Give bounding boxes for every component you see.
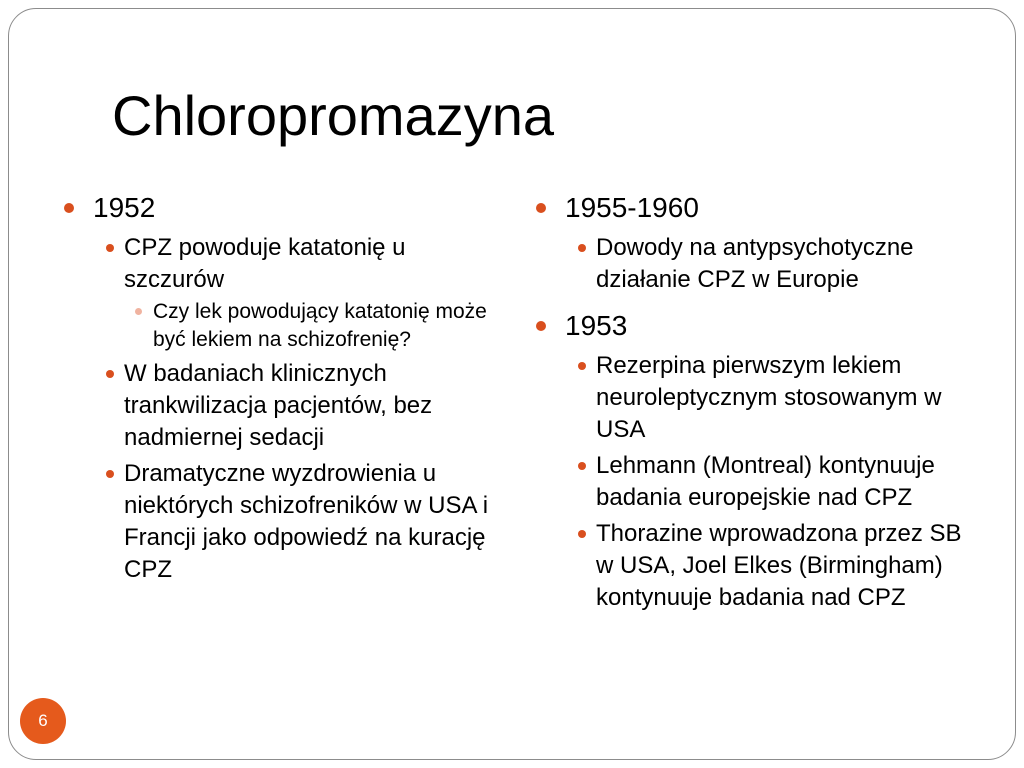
bullet-dot-icon	[106, 244, 114, 252]
sub-bullet-text: Lehmann (Montreal) kontynuuje badania europejskie nad CPZ	[596, 452, 935, 511]
slide-title: Chloropromazyna	[112, 84, 554, 147]
sub-bullet-text: Dramatyczne wyzdrowienia u niektórych schizofreników w USA i Francji jako odpowiedź na kurację CPZ	[124, 460, 489, 583]
page-number: 6	[38, 711, 48, 730]
sub-bullet	[576, 350, 972, 446]
sub-bullet	[576, 232, 972, 296]
sub-bullet-text: CPZ powoduje katatonię u szczurów	[124, 234, 406, 293]
bullet-dot-icon	[578, 362, 586, 370]
bullet-1955-1960	[532, 188, 972, 228]
sub-bullet	[576, 450, 972, 514]
bullet-dot-icon	[106, 470, 114, 478]
right-column	[532, 182, 972, 614]
bullet-dot-icon	[578, 530, 586, 538]
sub-bullet	[576, 518, 972, 614]
left-column	[60, 182, 500, 586]
sub-bullet-text: Dowody na antypsychotyczne działanie CPZ w Europie	[596, 234, 914, 293]
bullet-dot-icon	[578, 462, 586, 470]
sub-bullet-text: Rezerpina pierwszym lekiem neuroleptycznym stosowanym w USA	[596, 352, 942, 443]
bullet-dot-icon	[536, 321, 546, 331]
sub-bullet	[104, 358, 500, 454]
page-number-badge	[20, 698, 66, 744]
sub-bullet-text: Thorazine wprowadzona przez SB w USA, Joel Elkes (Birmingham) kontynuuje badania nad CPZ	[596, 520, 962, 611]
sub-bullet	[104, 232, 500, 296]
sub-bullet	[104, 458, 500, 586]
bullet-dot-icon	[64, 203, 74, 213]
bullet-1953	[532, 306, 972, 346]
bullet-dot-icon	[536, 203, 546, 213]
bullet-heading: 1955-1960	[565, 192, 699, 223]
sub-sub-bullet	[133, 298, 500, 354]
bullet-dot-icon	[135, 308, 142, 315]
bullet-dot-icon	[578, 244, 586, 252]
bullet-dot-icon	[106, 370, 114, 378]
sub-bullet-text: W badaniach klinicznych trankwilizacja pacjentów, bez nadmiernej sedacji	[124, 360, 433, 451]
bullet-heading: 1953	[565, 310, 628, 341]
bullet-1952	[60, 188, 500, 228]
sub-sub-bullet-text: Czy lek powodujący katatonię może być lekiem na schizofrenię?	[153, 300, 487, 351]
bullet-heading: 1952	[93, 192, 156, 223]
